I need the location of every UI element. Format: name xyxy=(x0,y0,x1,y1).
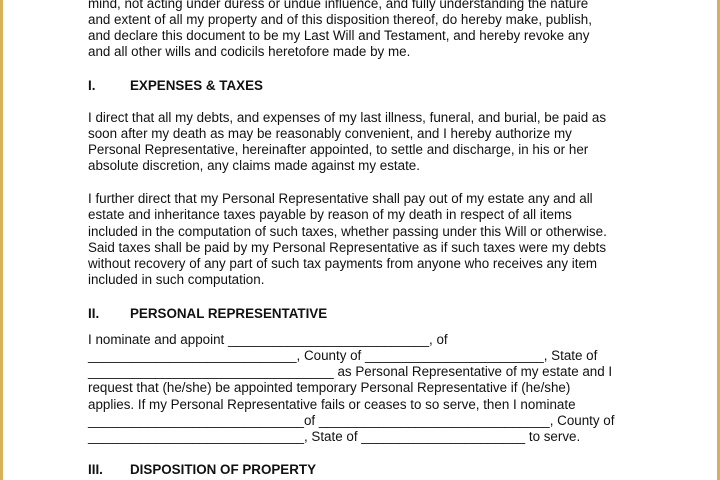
paragraph-line: included in such computation. xyxy=(88,272,265,287)
section-heading-personal-representative xyxy=(88,306,327,322)
paragraph-line: I further direct that my Personal Representative shall pay out of my estate any and all xyxy=(88,191,593,206)
fill-in-line: applies. If my Personal Representative fails or ceases to so serve, then I nominate xyxy=(88,397,576,412)
fill-in-line: _____________________________, State of ______________________ to serve. xyxy=(88,429,581,444)
fill-in-line: I nominate and appoint ___________________________, of xyxy=(88,332,448,347)
paragraph-line: without recovery of any part of such tax payments from anyone who receives any item xyxy=(88,256,598,271)
paragraph-line: absolute discretion, any claims made against my estate. xyxy=(88,158,420,173)
intro-line: mind, not acting under duress or undue influence, and fully understanding the nature xyxy=(88,0,589,11)
section-number: II. xyxy=(88,306,100,321)
paragraph-line: Personal Representative, hereinafter appointed, to settle and discharge, in his or her xyxy=(88,142,589,157)
intro-line: and declare this document to be my Last Will and Testament, and hereby revoke any xyxy=(88,28,590,43)
paragraph-line: included in the computation of such taxes, whether passing under this Will or otherwise. xyxy=(88,224,607,239)
section-number: III. xyxy=(88,462,103,477)
intro-line: and extent of all my property and of this disposition thereof, do hereby make, publish, xyxy=(88,12,592,27)
section-heading-disposition-of-property xyxy=(88,462,316,478)
fill-in-line: ____________________________, County of ________________________, State of xyxy=(88,348,598,363)
section-heading-expenses-taxes xyxy=(88,78,263,94)
fill-in-line: _________________________________ as Personal Representative of my estate and I xyxy=(88,364,613,379)
intro-line: and all other wills and codicils heretofore made by me. xyxy=(88,44,411,59)
paragraph-line: estate and inheritance taxes payable by reason of my death in respect of all items xyxy=(88,207,572,222)
fill-in-line: request that (he/she) be appointed temporary Personal Representative if (he/she) xyxy=(88,380,571,395)
section-title: PERSONAL REPRESENTATIVE xyxy=(130,306,328,321)
section-title: EXPENSES & TAXES xyxy=(130,78,263,93)
paragraph-line: I direct that all my debts, and expenses of my last illness, funeral, and burial, be paid as xyxy=(88,110,607,125)
paragraph-line: soon after my death as may be reasonably convenient, and I hereby authorize my xyxy=(88,126,572,141)
fill-in-line: _____________________________of _______________________________, County of xyxy=(88,413,615,428)
section-title: DISPOSITION OF PROPERTY xyxy=(130,462,317,477)
paragraph-line: Said taxes shall be paid by my Personal Representative as if such taxes were my debts xyxy=(88,240,607,255)
section-number: I. xyxy=(88,78,96,93)
